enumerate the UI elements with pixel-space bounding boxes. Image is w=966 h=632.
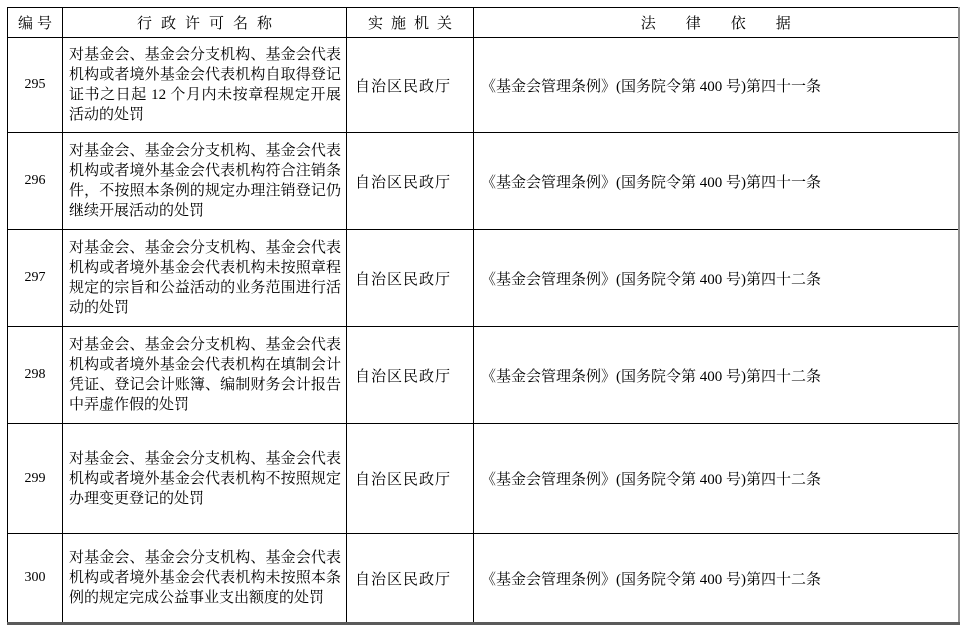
agency-cell: 自治区民政厅: [347, 424, 474, 534]
license-name-cell: 对基金会、基金会分支机构、基金会代表机构或者境外基金会代表机构不按照规定办理变更登记的处罚: [63, 424, 347, 534]
legal-basis-cell: 《基金会管理条例》(国务院令第 400 号)第四十二条: [474, 230, 959, 327]
row-id-cell: 299: [8, 424, 63, 534]
row-id-cell: 295: [8, 38, 63, 133]
agency-cell: 自治区民政厅: [347, 230, 474, 327]
table-row: [8, 424, 959, 534]
agency-cell: 自治区民政厅: [347, 38, 474, 133]
table-body: [8, 38, 959, 624]
header-cell-license-name: 行政许可名称: [63, 8, 347, 38]
row-id-cell: 297: [8, 230, 63, 327]
legal-basis-cell: 《基金会管理条例》(国务院令第 400 号)第四十二条: [474, 534, 959, 624]
legal-basis-cell: 《基金会管理条例》(国务院令第 400 号)第四十一条: [474, 133, 959, 230]
table-header-row: [8, 8, 959, 38]
table-row: [8, 133, 959, 230]
license-name-cell: 对基金会、基金会分支机构、基金会代表机构或者境外基金会代表机构符合注销条件，不按照本条例的规定办理注销登记仍继续开展活动的处罚: [63, 133, 347, 230]
row-id-cell: 296: [8, 133, 63, 230]
row-id-cell: 298: [8, 327, 63, 424]
table-row: [8, 534, 959, 624]
header-cell-legal-basis: 法律依据: [474, 8, 959, 38]
legal-basis-cell: 《基金会管理条例》(国务院令第 400 号)第四十二条: [474, 424, 959, 534]
table-row: [8, 230, 959, 327]
license-name-cell: 对基金会、基金会分支机构、基金会代表机构或者境外基金会代表机构在填制会计凭证、登记会计账簿、编制财务会计报告中弄虚作假的处罚: [63, 327, 347, 424]
header-cell-agency: 实施机关: [347, 8, 474, 38]
license-name-cell: 对基金会、基金会分支机构、基金会代表机构或者境外基金会代表机构未按照章程规定的宗旨和公益活动的业务范围进行活动的处罚: [63, 230, 347, 327]
agency-cell: 自治区民政厅: [347, 133, 474, 230]
legal-basis-cell: 《基金会管理条例》(国务院令第 400 号)第四十二条: [474, 327, 959, 424]
license-name-cell: 对基金会、基金会分支机构、基金会代表机构或者境外基金会代表机构未按照本条例的规定完成公益事业支出额度的处罚: [63, 534, 347, 624]
table-row: [8, 327, 959, 424]
license-name-cell: 对基金会、基金会分支机构、基金会代表机构或者境外基金会代表机构自取得登记证书之日起 12 个月内未按章程规定开展活动的处罚: [63, 38, 347, 133]
agency-cell: 自治区民政厅: [347, 534, 474, 624]
header-cell-id: 编号: [8, 8, 63, 38]
license-table: [7, 7, 960, 625]
table-row: [8, 38, 959, 133]
legal-basis-cell: 《基金会管理条例》(国务院令第 400 号)第四十一条: [474, 38, 959, 133]
row-id-cell: 300: [8, 534, 63, 624]
agency-cell: 自治区民政厅: [347, 327, 474, 424]
